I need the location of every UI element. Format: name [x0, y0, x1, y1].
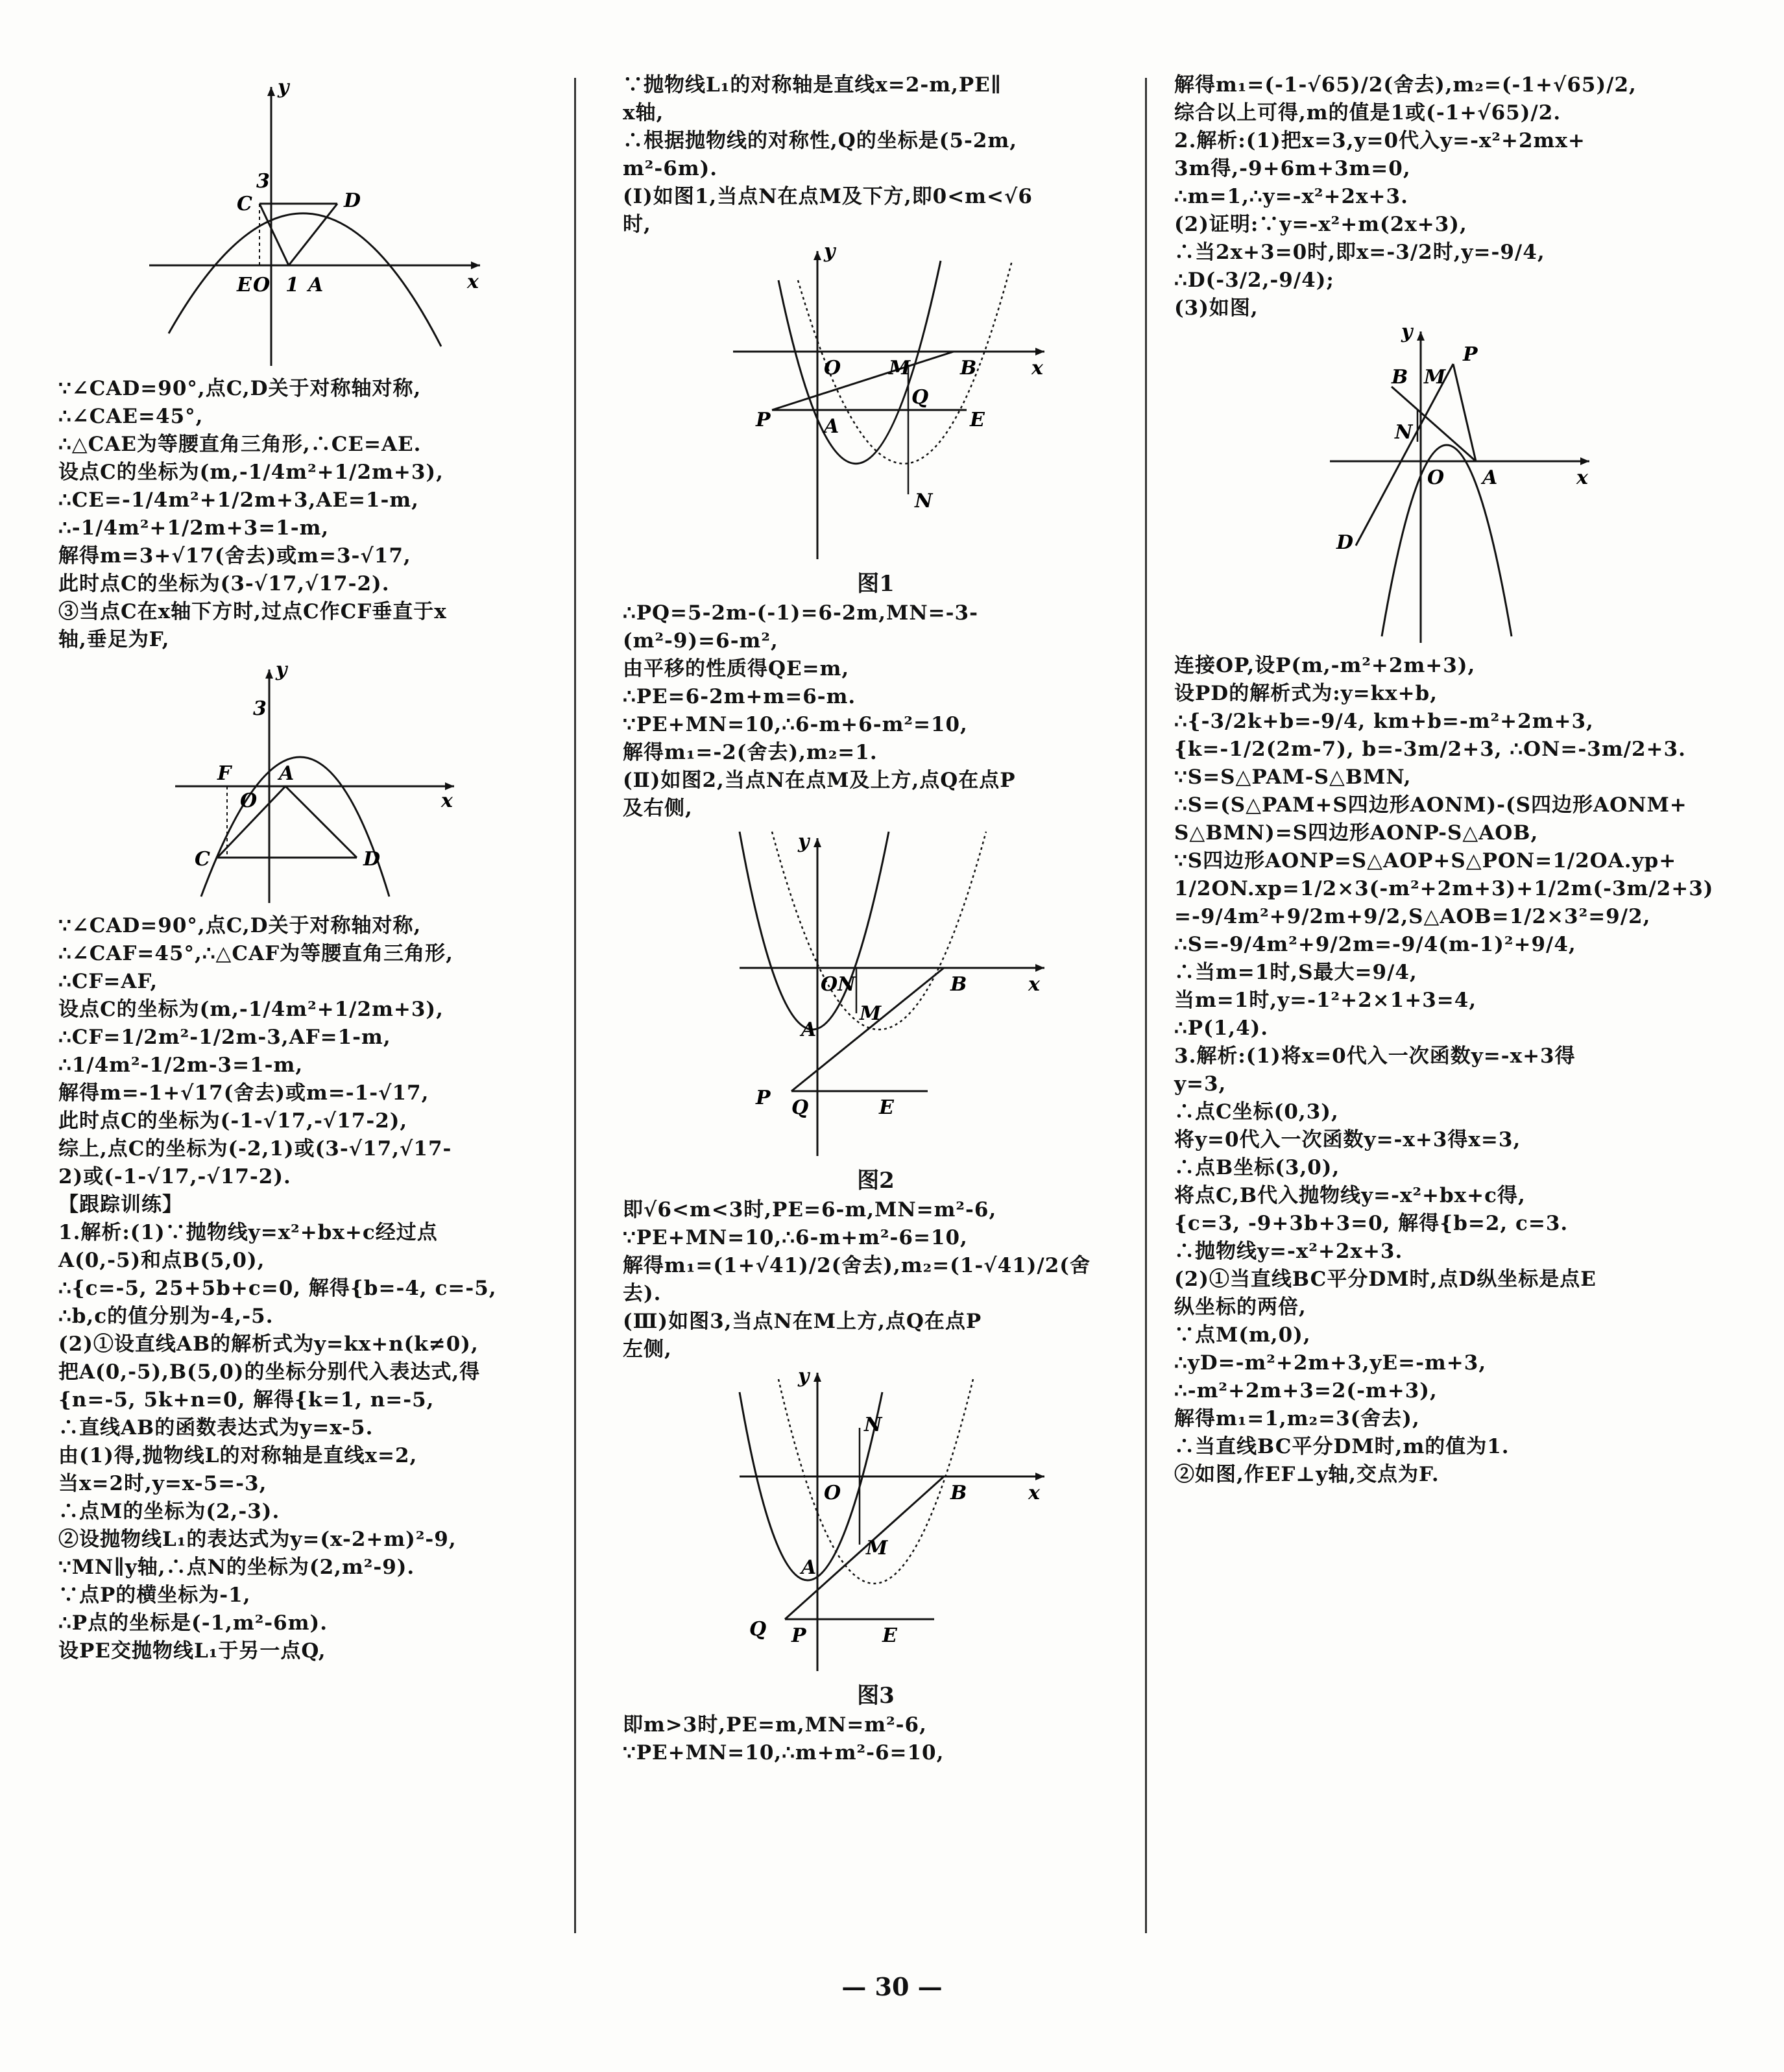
text-line: ∴点C坐标(0,3),: [1174, 1100, 1339, 1124]
fig2-label-p: P: [756, 1087, 771, 1109]
text-line: 2)或(-1-√17,-√17-2).: [58, 1165, 291, 1188]
text-line: ∴△CAE为等腰直角三角形,∴CE=AE.: [58, 433, 422, 456]
fig3-label-q: Q: [749, 1618, 767, 1641]
col2-text-block-4: [623, 1711, 1129, 1767]
fig-c3-label-b: B: [1392, 366, 1408, 389]
text-line: 此时点C的坐标为(-1-√17,-√17-2),: [58, 1109, 408, 1133]
fig2-label-e: E: [879, 1096, 894, 1119]
text-line: ∴当m=1时,S最大=9/4,: [1174, 961, 1417, 984]
text-line: ∴根据抛物线的对称性,Q的坐标是(5-2m,: [623, 129, 1018, 152]
text-line: 时,: [623, 213, 651, 236]
col3-text-block-2: [1174, 652, 1745, 1489]
text-line: {k=-1/2(2m-7), b=-3m/2+3, ∴ON=-3m/2+3.: [1174, 738, 1686, 761]
fig-ml-label-f: F: [217, 762, 232, 785]
section-heading: 【跟踪训练】: [58, 1193, 183, 1216]
figure-mid-left: [156, 657, 467, 910]
fig-tl-label-e: E: [237, 274, 252, 296]
fig3-label-b: B: [950, 1482, 967, 1504]
text-line: (Ⅰ)如图1,当点N在点M及下方,即0<m<√6: [623, 185, 1033, 208]
fig-tl-label-x: x: [467, 271, 479, 293]
fig-tl-label-3: 3: [256, 170, 270, 193]
column-3: [1174, 71, 1745, 1489]
fig3-label-e: E: [882, 1624, 897, 1647]
fig2-label-q: Q: [791, 1096, 809, 1119]
text-line: ∴1/4m²-1/2m-3=1-m,: [58, 1054, 304, 1077]
text-line: (2)证明:∵y=-x²+m(2x+3),: [1174, 213, 1467, 236]
fig-tl-label-1: 1: [285, 274, 299, 296]
text-line: 及右侧,: [623, 797, 693, 820]
text-line: S△BMN)=S四边形AONP-S△AOB,: [1174, 821, 1539, 845]
text-line: ∴点B坐标(3,0),: [1174, 1156, 1340, 1179]
text-line: (3)如图,: [1174, 296, 1259, 320]
fig-tl-label-y: y: [278, 76, 289, 99]
text-line: ∴当2x+3=0时,即x=-3/2时,y=-9/4,: [1174, 241, 1545, 264]
text-line: ∵PE+MN=10,∴6-m+m²-6=10,: [623, 1226, 968, 1249]
text-line: 1.解析:(1)∵抛物线y=x²+bx+c经过点: [58, 1221, 438, 1244]
text-line: 综合以上可得,m的值是1或(-1+√65)/2.: [1174, 101, 1561, 125]
fig-ml-label-o: O: [240, 789, 258, 812]
text-line: (Ⅲ)如图3,当点N在M上方,点Q在点P: [623, 1310, 982, 1333]
fig1-label-b: B: [960, 357, 977, 379]
fig1-label-n: N: [915, 490, 933, 512]
fig-c3-label-a: A: [1482, 466, 1498, 489]
text-line: 解得m=-1+√17(舍去)或m=-1-√17,: [58, 1081, 429, 1105]
fig1-label-o: O: [824, 357, 841, 379]
text-line: {c=3, -9+3b+3=0, 解得{b=2, c=3.: [1174, 1212, 1569, 1235]
text-line: 3.解析:(1)将x=0代入一次函数y=-x+3得: [1174, 1044, 1576, 1068]
text-line: ∵PE+MN=10,∴m+m²-6=10,: [623, 1741, 945, 1765]
text-line: 1/2ON.xp=1/2×3(-m²+2m+3)+1/2m(-3m/2+3): [1174, 877, 1714, 900]
text-line: ②设抛物线L₁的表达式为y=(x-2+m)²-9,: [58, 1528, 457, 1551]
fig-c3-label-m: M: [1424, 366, 1446, 389]
text-line: (2)①当直线BC平分DM时,点D纵坐标是点E: [1174, 1268, 1597, 1291]
fig-c3-label-p: P: [1463, 343, 1478, 366]
text-line: 即√6<m<3时,PE=6-m,MN=m²-6,: [623, 1198, 997, 1222]
text-line: ∴{-3/2k+b=-9/4, km+b=-m²+2m+3,: [1174, 710, 1594, 733]
text-line: 由平移的性质得QE=m,: [623, 657, 850, 681]
fig1-label-a: A: [824, 415, 839, 438]
text-line: 轴,垂足为F,: [58, 628, 170, 651]
text-line: (2)①设直线AB的解析式为y=kx+n(k≠0),: [58, 1332, 479, 1356]
figure-1-caption: 图1: [857, 571, 895, 597]
text-line: ∴{c=-5, 25+5b+c=0, 解得{b=-4, c=-5,: [58, 1277, 497, 1300]
fig-tl-label-d: D: [344, 189, 361, 212]
text-line: 此时点C的坐标为(3-√17,√17-2).: [58, 572, 390, 596]
text-line: 解得m₁=1,m₂=3(舍去),: [1174, 1407, 1420, 1430]
col2-text-block-1: [623, 71, 1129, 239]
text-line: ∴S=(S△PAM+S四边形AONM)-(S四边形AONM+: [1174, 793, 1687, 817]
text-line: ∴yD=-m²+2m+3,yE=-m+3,: [1174, 1351, 1487, 1375]
fig2-label-m: M: [860, 1002, 882, 1025]
text-line: 解得m₁=-2(舍去),m₂=1.: [623, 741, 878, 764]
text-line: ∴b,c的值分别为-4,-5.: [58, 1305, 274, 1328]
fig3-label-m: M: [866, 1537, 888, 1560]
figure-3: [694, 1366, 1057, 1678]
fig-c3-label-x: x: [1576, 466, 1588, 489]
fig-ml-label-y: y: [276, 658, 287, 681]
text-line: ∴PQ=5-2m-(-1)=6-2m,MN=-3-: [623, 601, 978, 625]
fig3-label-o: O: [824, 1482, 841, 1504]
text-line: ∴D(-3/2,-9/4);: [1174, 269, 1334, 292]
figure-1: [694, 241, 1057, 566]
text-line: 解得m=3+√17(舍去)或m=3-√17,: [58, 544, 411, 568]
fig3-label-p: P: [791, 1624, 806, 1647]
text-line: ∴CF=AF,: [58, 970, 158, 993]
fig1-label-x: x: [1031, 357, 1043, 379]
column-divider-1: [574, 78, 576, 1933]
text-line: ∴CF=1/2m²-1/2m-3,AF=1-m,: [58, 1026, 391, 1049]
figure-3-caption: 图3: [857, 1683, 895, 1709]
fig-ml-label-x: x: [441, 789, 453, 812]
text-line: ∴抛物线y=-x²+2x+3.: [1174, 1240, 1403, 1263]
text-line: ∴∠CAE=45°,: [58, 405, 204, 428]
text-line: ∴S=-9/4m²+9/2m=-9/4(m-1)²+9/4,: [1174, 933, 1576, 956]
fig-tl-label-a: A: [308, 274, 324, 296]
text-line: ∴-1/4m²+1/2m+3=1-m,: [58, 516, 330, 540]
fig2-label-a: A: [801, 1018, 817, 1041]
text-line: x轴,: [623, 101, 664, 125]
text-line: ∴P点的坐标是(-1,m²-6m).: [58, 1611, 328, 1635]
text-line: 左侧,: [623, 1338, 672, 1361]
text-line: (m²-9)=6-m²,: [623, 629, 778, 653]
figure-2: [694, 825, 1057, 1162]
text-line: 解得m₁=(1+√41)/2(舍去),m₂=(1-√41)/2(舍: [623, 1254, 1091, 1277]
fig2-label-y: y: [798, 830, 810, 853]
col1-text-block-2: [58, 912, 564, 1665]
text-line: 2.解析:(1)把x=3,y=0代入y=-x²+2mx+: [1174, 129, 1585, 152]
text-line: 综上,点C的坐标为(-2,1)或(3-√17,√17-: [58, 1137, 452, 1161]
text-line: ∴∠CAF=45°,∴△CAF为等腰直角三角形,: [58, 942, 453, 965]
column-divider-2: [1145, 78, 1147, 1933]
text-line: ∴PE=6-2m+m=6-m.: [623, 685, 856, 708]
fig-c3-label-d: D: [1336, 531, 1354, 554]
fig3-label-y: y: [798, 1366, 810, 1388]
text-line: ∴m=1,∴y=-x²+2x+3.: [1174, 185, 1408, 208]
fig1-label-y: y: [824, 241, 836, 263]
text-line: ∴直线AB的函数表达式为y=x-5.: [58, 1416, 374, 1440]
text-line: A(0,-5)和点B(5,0),: [58, 1249, 265, 1272]
fig-c3-label-y: y: [1401, 325, 1413, 343]
text-line: y=3,: [1174, 1072, 1227, 1096]
fig2-label-x: x: [1028, 973, 1040, 996]
text-line: 连接OP,设P(m,-m²+2m+3),: [1174, 654, 1476, 677]
text-line: 设PE交抛物线L₁于另一点Q,: [58, 1639, 326, 1663]
text-line: m²-6m).: [623, 157, 718, 180]
text-line: =-9/4m²+9/2m+9/2,S△AOB=1/2×3²=9/2,: [1174, 905, 1651, 928]
text-line: 由(1)得,抛物线L的对称轴是直线x=2,: [58, 1444, 418, 1467]
fig1-label-p: P: [756, 409, 771, 431]
fig-ml-label-c: C: [195, 848, 210, 871]
text-line: 设点C的坐标为(m,-1/4m²+1/2m+3),: [58, 998, 444, 1021]
text-line: 设点C的坐标为(m,-1/4m²+1/2m+3),: [58, 461, 444, 484]
text-line: 即m>3时,PE=m,MN=m²-6,: [623, 1713, 927, 1737]
fig1-label-e: E: [970, 409, 985, 431]
fig-c3-label-o: O: [1427, 466, 1445, 489]
figure-2-caption: 图2: [857, 1168, 895, 1194]
text-line: ∴P(1,4).: [1174, 1017, 1269, 1040]
figure-col3: [1310, 325, 1609, 649]
text-line: 设PD的解析式为:y=kx+b,: [1174, 682, 1438, 705]
text-line: ∵S=S△PAM-S△BMN,: [1174, 765, 1412, 789]
fig2-label-on: ON: [821, 973, 856, 996]
col2-text-block-2: [623, 599, 1129, 823]
page-number: — 30 —: [841, 1972, 943, 2001]
text-line: ②如图,作EF⊥y轴,交点为F.: [1174, 1463, 1440, 1486]
text-line: ∵∠CAD=90°,点C,D关于对称轴对称,: [58, 377, 422, 400]
text-line: ∴-m²+2m+3=2(-m+3),: [1174, 1379, 1438, 1403]
text-line: ∵点P的横坐标为-1,: [58, 1584, 251, 1607]
text-line: 3m得,-9+6m+3m=0,: [1174, 157, 1411, 180]
fig-ml-label-d: D: [363, 848, 381, 871]
text-line: ∴CE=-1/4m²+1/2m+3,AE=1-m,: [58, 488, 419, 512]
fig1-label-m: M: [889, 357, 911, 379]
text-line: ∵S四边形AONP=S△AOP+S△PON=1/2OA.yp+: [1174, 849, 1677, 873]
fig2-label-b: B: [950, 973, 967, 996]
col1-text-block-1: [58, 375, 564, 654]
text-line: ∵点M(m,0),: [1174, 1323, 1311, 1347]
column-2: [623, 71, 1129, 1767]
text-line: 解得m₁=(-1-√65)/2(舍去),m₂=(-1+√65)/2,: [1174, 73, 1637, 97]
text-line: 去).: [623, 1282, 662, 1305]
text-line: 当m=1时,y=-1²+2×1+3=4,: [1174, 989, 1477, 1012]
figure-top-left: [130, 74, 493, 372]
fig-c3-label-n: N: [1395, 421, 1413, 444]
fig-tl-label-c: C: [237, 193, 252, 215]
fig-ml-label-a: A: [279, 762, 295, 785]
text-line: ∵MN∥y轴,∴点N的坐标为(2,m²-9).: [58, 1556, 415, 1579]
fig3-label-x: x: [1028, 1482, 1040, 1504]
text-line: 将y=0代入一次函数y=-x+3得x=3,: [1174, 1128, 1521, 1151]
text-line: ∵抛物线L₁的对称轴是直线x=2-m,PE∥: [623, 73, 1002, 97]
col3-text-block-1: [1174, 71, 1745, 322]
fig3-label-n: N: [864, 1414, 882, 1436]
text-line: 当x=2时,y=x-5=-3,: [58, 1472, 267, 1495]
text-line: {n=-5, 5k+n=0, 解得{k=1, n=-5,: [58, 1388, 435, 1412]
text-line: 纵坐标的两倍,: [1174, 1295, 1307, 1319]
text-line: ③当点C在x轴下方时,过点C作CF垂直于x: [58, 600, 447, 623]
fig1-label-q: Q: [911, 386, 929, 409]
text-line: 把A(0,-5),B(5,0)的坐标分别代入表达式,得: [58, 1360, 481, 1384]
text-line: ∵PE+MN=10,∴6-m+6-m²=10,: [623, 713, 968, 736]
text-line: (Ⅱ)如图2,当点N在点M及上方,点Q在点P: [623, 769, 1016, 792]
text-line: ∴当直线BC平分DM时,m的值为1.: [1174, 1435, 1510, 1458]
fig3-label-a: A: [801, 1556, 817, 1579]
text-line: ∴点M的坐标为(2,-3).: [58, 1500, 280, 1523]
fig-ml-label-3: 3: [253, 697, 267, 720]
fig-tl-label-o: O: [253, 274, 271, 296]
column-1: [58, 71, 564, 1665]
text-line: ∵∠CAD=90°,点C,D关于对称轴对称,: [58, 914, 422, 937]
text-line: 将点C,B代入抛物线y=-x²+bx+c得,: [1174, 1184, 1526, 1207]
col2-text-block-3: [623, 1196, 1129, 1364]
